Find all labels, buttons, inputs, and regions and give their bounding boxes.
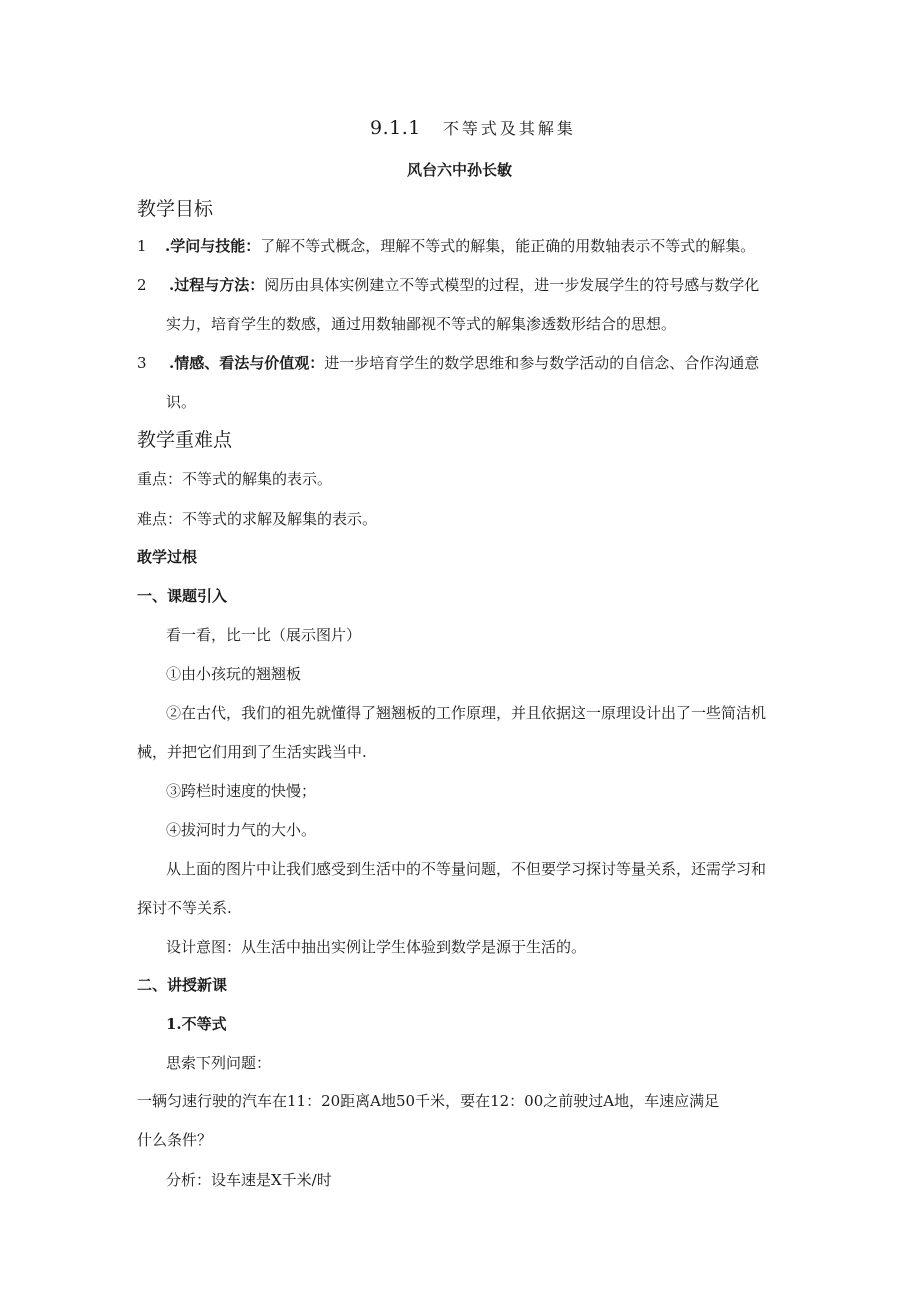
hard-point: 难点：不等式的求解及解集的表示。 (137, 510, 378, 528)
section-key-heading: 教学重难点 (137, 429, 233, 451)
goal-2-text: 阅历由具体实例建立不等式模型的过程，进一步发展学生的符号感与数学化 (264, 276, 760, 294)
key-point: 重点：不等式的解集的表示。 (137, 470, 333, 488)
part1-item-3: ③跨栏时速度的快慢； (166, 782, 317, 800)
goal-3-label: .情感、看法与价值观： (169, 354, 325, 372)
part1-heading: 一、课题引入 (137, 587, 228, 605)
goal-2-number: 2 (137, 276, 147, 294)
goal-3-continuation: 识。 (166, 393, 197, 411)
part2-analysis: 分析：设车速是X千米/时 (166, 1171, 332, 1189)
part2-problem-continuation: 什么条件？ (137, 1131, 213, 1149)
goal-1 (137, 236, 755, 256)
process-heading: 敢学过根 (137, 548, 198, 566)
part1-item-4: ④拔河时力气的大小。 (166, 821, 317, 839)
section-goals-heading: 教学目标 (137, 198, 214, 220)
part1-item-2: ②在古代，我们的祖先就懂得了翘翘板的工作原理，并且依据这一原理设计出了一些简洁机 (166, 704, 767, 722)
part2-think: 思索下列问题： (166, 1054, 272, 1072)
part1-summary: 从上面的图片中让我们感受到生活中的不等量问题，不但要学习探讨等量关系，还需学习和 (166, 860, 767, 878)
goal-3-text: 进一步培育学生的数学思维和参与数学活动的自信念、合作沟通意 (324, 354, 760, 372)
part1-item-1: ①由小孩玩的翘翘板 (166, 665, 302, 683)
author-line: 风台六中孙长敏 (407, 161, 513, 179)
part1-summary-continuation: 探讨不等关系. (137, 899, 232, 917)
part2-heading: 二、讲授新课 (137, 976, 228, 994)
part1-intro: 看一看，比一比（展示图片） (166, 626, 362, 644)
document-title (370, 118, 576, 139)
goal-3 (137, 353, 759, 373)
title-number: 9.1.1 (370, 117, 421, 139)
goal-2 (137, 275, 759, 295)
part2-problem: 一辆匀速行驶的汽车在11：20距离A地50千米，要在12：00之前驶过A地，车速应满足 (137, 1092, 720, 1110)
part2-sub-1: 1.不等式 (166, 1015, 227, 1033)
goal-2-label: .过程与方法： (169, 276, 265, 294)
goal-1-label: .学问与技能： (165, 237, 261, 255)
title-text: 不等式及其解集 (442, 119, 576, 138)
part1-design-intent: 设计意图：从生活中抽出实例让学生体验到数学是源于生活的。 (166, 938, 587, 956)
goal-2-continuation: 实力，培育学生的数感，通过用数轴鄙视不等式的解集渗透数形结合的思想。 (166, 315, 677, 333)
goal-3-number: 3 (137, 354, 147, 372)
goal-1-number: 1 (137, 237, 147, 255)
goal-1-text: 了解不等式概念，理解不等式的解集，能正确的用数轴表示不等式的解集。 (260, 237, 756, 255)
part1-item-2-continuation: 械，并把它们用到了生活实践当中. (137, 743, 367, 761)
